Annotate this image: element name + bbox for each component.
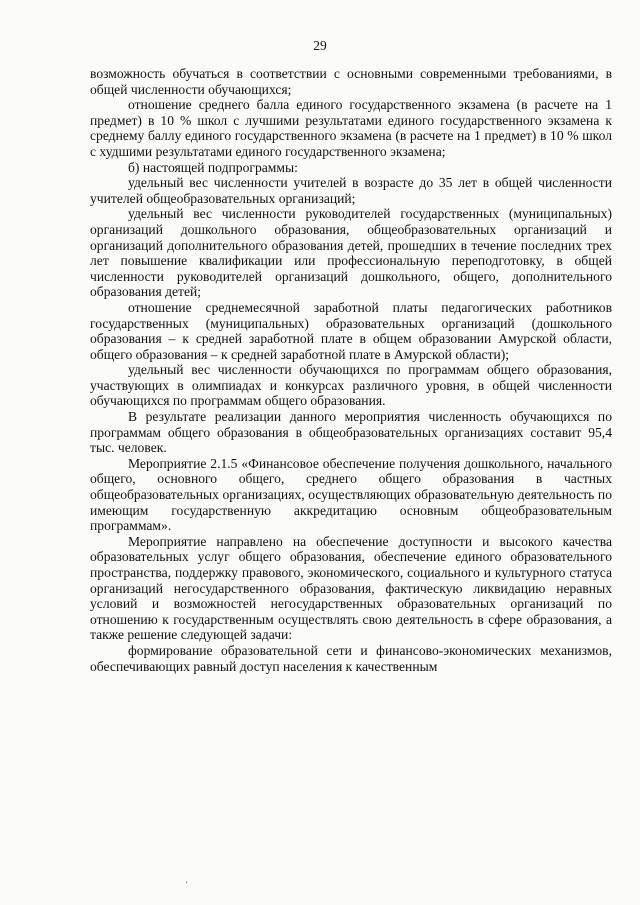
paragraph: б) настоящей подпрограммы: [128, 159, 298, 175]
scan-mark: ' [186, 880, 188, 890]
paragraph: возможность обучаться в соответствии с основными современными требованиями, в общей численности обучающихся; [90, 66, 612, 97]
paragraph: удельный вес численности учителей в возрасте до 35 лет в общей численности учителей общеобразовательных организаций; [90, 175, 612, 206]
body-text [90, 66, 612, 674]
paragraph: отношение среднего балла единого государственного экзамена (в расчете на 1 предмет) в 10 % школ с лучшими результатами единого государственного экзамена к среднему баллу единого государственного экзамена (в расчете на 1 предмет) в 10 % школ с худшими результатами единого государственного экзамена; [90, 97, 612, 159]
paragraph: отношение среднемесячной заработной платы педагогических работников государственных (муниципальных) образовательных организаций (дошкольного образования – к средней заработной плате в общем образовании Амурской области, общего образования – к средней заработной плате в Амурской области); [90, 299, 612, 362]
paragraph: В результате реализации данного мероприятия численность обучающихся по программам общего образования в общеобразовательных организациях составит 95,4 тыс. человек. [90, 409, 612, 456]
paragraph: Мероприятие направлено на обеспечение доступности и высокого качества образовательных услуг общего образования, обеспечение единого образовательного пространства, поддержку правового, экономического, социального и культурного статуса организаций негосударственного образования, фактическую ликвидацию неравных условий и возможностей негосударственных образовательных организаций по отношению к государственным осуществлять свою деятельность в сфере образования, а также решение следующей задачи: [90, 533, 612, 643]
paragraph: формирование образовательной сети и финансово-экономических механизмов, обеспечивающих равный доступ населения к качественным [90, 642, 612, 674]
paragraph: удельный вес численности руководителей государственных (муниципальных) организаций дошкольного образования, общеобразовательных организаций и организаций дополнительного образования детей, прошедших в течение последних трех лет повышение квалификации или профессиональную переподготовку, в общей численности руководителей организаций дошкольного, общего, дополнительного образования детей; [90, 206, 612, 300]
paragraph: удельный вес численности обучающихся по программам общего образования, участвующих в олимпиадах и конкурсах различного уровня, в общей численности обучающихся по программам общего образования. [90, 362, 612, 409]
paragraph: Мероприятие 2.1.5 «Финансовое обеспечение получения дошкольного, начального общего, основного общего, среднего общего образования в частных общеобразовательных организациях, осуществляющих образовательную деятельность по имеющим государственную аккредитацию основным общеобразовательным программам». [90, 455, 612, 534]
page-number: 29 [313, 38, 327, 53]
